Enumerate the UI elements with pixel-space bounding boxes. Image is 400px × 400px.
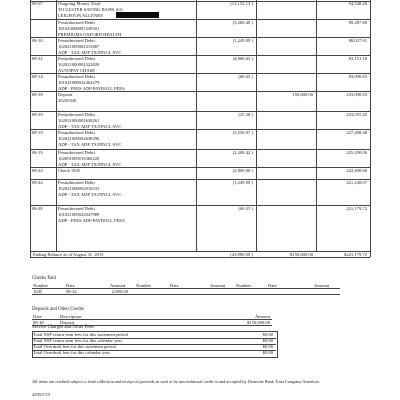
- checks-header-amount: Amount: [210, 283, 226, 288]
- txn-type: Preauthorized Debit: [58, 74, 95, 79]
- txn-detail: 101021000024464279: [58, 80, 100, 85]
- txn-date: 08-19: [32, 112, 43, 117]
- ending-bottom-rule: [30, 257, 370, 258]
- txn-debit: (5,556.97 ): [232, 130, 253, 135]
- txn-detail: 102021000002322820: [58, 62, 100, 67]
- txn-balance: 225,290.06: [346, 150, 367, 155]
- txn-debit: (60.35 ): [238, 74, 253, 79]
- txn-type: Outgoing Money Trsnf: [58, 1, 101, 6]
- txn-balance: 83,090.83: [348, 74, 367, 79]
- txn-balance: 94,548.28: [348, 1, 367, 6]
- txn-balance: 233,055.45: [346, 112, 367, 117]
- txn-detail: PREMIUMS OXFORD HEALTH: [58, 32, 122, 37]
- txn-debit: (5,260.48 ): [232, 20, 253, 25]
- service-fee-label: Total Overdraft fees for this statement period: [33, 344, 116, 349]
- txn-detail: 102021000002916533: [58, 186, 100, 191]
- check-amount: 2,800.00: [111, 289, 128, 294]
- txn-detail: ADP - TAX ADP TX/FINCL SVC: [58, 162, 122, 167]
- txn-detail: 101043000001249501: [58, 26, 100, 31]
- checks-header-number: Number: [136, 283, 152, 288]
- txn-date: 08-18: [32, 92, 43, 97]
- txn-date: 08-24: [32, 180, 43, 185]
- deposits-header-date: Date: [33, 314, 42, 319]
- txn-debit: (4,886.63 ): [232, 56, 253, 61]
- checks-header-number: Number: [33, 283, 49, 288]
- txn-detail: 102021000002315887: [58, 44, 100, 49]
- checks-paid-title: Checks Paid: [32, 276, 56, 281]
- txn-date: 08-10: [32, 38, 43, 43]
- service-fee-amount: $0.00: [262, 338, 273, 343]
- txn-debit: (2,800.00 ): [232, 168, 253, 173]
- txn-type: Check 1045: [58, 168, 81, 173]
- txn-debit: (60.35 ): [238, 206, 253, 211]
- txn-date: 08-24: [32, 168, 43, 173]
- checks-header-amount: Amount: [110, 283, 126, 288]
- txn-balance: 89,287.80: [348, 20, 367, 25]
- txn-type: Preauthorized Debit: [58, 20, 95, 25]
- txn-debit: (1,249.99 ): [232, 38, 253, 43]
- txn-detail: 102021000002638261: [58, 118, 100, 123]
- deposit-description: Deposit: [60, 320, 75, 325]
- page-code: 42953715: [32, 392, 51, 397]
- txn-credit: 150,000.00: [292, 92, 313, 97]
- txn-debit: (35.38 ): [238, 112, 253, 117]
- txn-balance: 221,240.07: [346, 180, 367, 185]
- service-fee-amount: $0.00: [262, 332, 273, 337]
- txn-balance: 222,490.06: [346, 168, 367, 173]
- txn-type: Preauthorized Debit: [58, 180, 95, 185]
- checks-header-date: Date: [268, 283, 277, 288]
- checks-header-number: Number: [236, 283, 252, 288]
- service-fee-label: Total NSF return item fees for this statement period: [33, 332, 128, 337]
- txn-type: Preauthorized Debit: [58, 112, 95, 117]
- txn-type: Preauthorized Debit: [58, 130, 95, 135]
- deposits-title: Deposits and Other Credits: [32, 307, 85, 312]
- txn-detail: ADP - TAX ADP TX/FINCL SVC: [58, 142, 122, 147]
- txn-balance: 233,090.83: [346, 92, 367, 97]
- txn-balance: 88,037.81: [348, 38, 367, 43]
- txn-debit: (1,249.99 ): [232, 180, 253, 185]
- txn-detail: 102091000016360220: [58, 156, 100, 161]
- txn-type: Preauthorized Debit: [58, 206, 95, 211]
- txn-date: 08-14: [32, 74, 43, 79]
- txn-date: 08-12: [32, 56, 43, 61]
- txn-date: 08-19: [32, 130, 43, 135]
- checks-header-amount: Amount: [314, 283, 330, 288]
- checks-header-rule: [32, 288, 340, 289]
- deposit-date: 08-18: [33, 320, 44, 325]
- service-fee-label: Total Overdraft fees for this calendar year: [33, 350, 110, 355]
- service-fee-label: Total NSF return item fees for this calendar year: [33, 338, 122, 343]
- txn-date: 08-07: [32, 1, 43, 6]
- redacted-account-number: [116, 12, 159, 18]
- service-fee-amount: $0.00: [262, 344, 273, 349]
- txn-detail: AUTOPAY CHASE: [58, 68, 96, 73]
- txn-debit: (2,208.42 ): [232, 150, 253, 155]
- txn-type: Preauthorized Debit: [58, 56, 95, 61]
- txn-detail: ADP - TAX ADP TX/FINCL SVC: [58, 124, 122, 129]
- ending-debit-total: (43,980.59 ): [230, 252, 253, 257]
- deposits-header-description: Description: [60, 314, 82, 319]
- txn-debit: (12,152.13 ): [230, 1, 253, 6]
- checks-header-date: Date: [66, 283, 75, 288]
- service-fee-amount: $0.00: [262, 350, 273, 355]
- txn-detail: ADP - TAX ADP TX/FINCL SVC: [58, 192, 122, 197]
- txn-date: 08-28: [32, 206, 43, 211]
- txn-detail: TO ULSTER SAVING BANK A/C: [58, 7, 124, 12]
- txn-type: Preauthorized Debit: [58, 150, 95, 155]
- txn-detail: ADP - FEES ADP PAYROLL FEES: [58, 218, 125, 223]
- txn-detail: 30250340: [58, 98, 77, 103]
- table-right-rule: [370, 0, 371, 257]
- txn-balance: 227,498.48: [346, 130, 367, 135]
- txn-detail: ADP - FEES ADP PAYROLL FEES: [58, 86, 125, 91]
- deposit-amount: $150,000.00: [247, 320, 270, 325]
- collection-disclaimer: All items are credited subject to final collection and receipt of proceeds in cash or by unconditional credit to and accepted by Deutsche Bank Trust Company Americas.: [32, 379, 320, 384]
- txn-type: Preauthorized Debit: [58, 38, 95, 43]
- check-number: 1045: [33, 289, 43, 294]
- txn-date: 08-19: [32, 150, 43, 155]
- txn-balance: 83,151.18: [348, 56, 367, 61]
- ending-credit-total: $150,000.00: [290, 252, 313, 257]
- service-charges-title: Service Charges and Other Fees: [32, 325, 94, 330]
- deposits-header-amount: Amount: [254, 314, 270, 319]
- ending-balance-label: Ending Balance as of August 31, 2015: [33, 252, 104, 257]
- txn-detail: LEIGHTON ALLENBY: [58, 13, 104, 18]
- checks-header-date: Date: [170, 283, 179, 288]
- txn-balance: 221,179.72: [346, 206, 367, 211]
- txn-detail: 102021000002638296: [58, 136, 100, 141]
- check-date: 08-24: [66, 289, 77, 294]
- checks-bottom-rule: [32, 294, 340, 295]
- txn-detail: ADP - TAX ADP TX/FINCL SVC: [58, 50, 122, 55]
- txn-detail: 101021000022047989: [58, 212, 100, 217]
- txn-type: Deposit: [58, 92, 73, 97]
- ending-balance-amount: $221,179.72: [344, 252, 367, 257]
